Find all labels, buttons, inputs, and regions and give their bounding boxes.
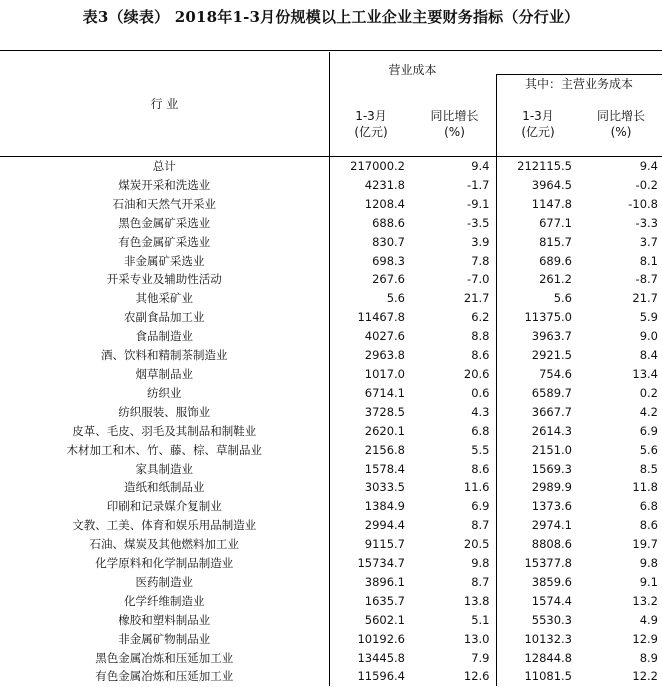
main-cost-cell: 2614.3: [496, 422, 580, 441]
data-table-body: [0, 157, 662, 686]
cost-yoy-cell: 8.6: [471, 461, 490, 476]
cost-cell: 4231.8: [329, 176, 413, 195]
cost-yoy-cell: -3.5: [467, 215, 490, 230]
industry-cell: 有色金属冶炼和压延加工业: [95, 669, 234, 684]
header-col-yoy: [413, 108, 496, 140]
cost-cell: 11467.8: [329, 308, 413, 327]
industry-cell: 化学原料和化学制品制造业: [95, 556, 234, 571]
cost-yoy-cell: 8.8: [471, 329, 490, 344]
main-yoy-cell: 8.1: [639, 253, 658, 268]
main-cost-cell: 815.7: [496, 233, 580, 252]
industry-cell: 医药制造业: [135, 574, 193, 589]
table-row: [0, 214, 662, 233]
cost-yoy-cell: 13.0: [463, 631, 490, 646]
main-yoy-cell: -0.2: [635, 177, 658, 192]
industry-cell: 黑色金属矿采选业: [118, 215, 211, 230]
cost-yoy-cell: 0.6: [471, 385, 490, 400]
main-yoy-cell: 5.9: [639, 310, 658, 325]
main-cost-cell: 212115.5: [496, 157, 580, 176]
main-yoy-cell: 8.9: [639, 650, 658, 665]
main-yoy-cell: 12.9: [632, 631, 658, 646]
table-row: [0, 422, 662, 441]
data-table: [0, 157, 662, 686]
main-yoy-cell: 8.4: [639, 348, 658, 363]
cost-yoy-cell: 21.7: [463, 291, 490, 306]
header-col-period: 1-3月: [355, 109, 387, 123]
cost-cell: 13445.8: [329, 649, 413, 668]
industry-cell: 烟草制品业: [135, 366, 193, 381]
industry-cell: 文教、工美、体育和娱乐用品制造业: [72, 518, 257, 533]
cost-yoy-cell: 12.6: [463, 669, 490, 684]
cost-cell: 1208.4: [329, 195, 413, 214]
cost-cell: 5.6: [329, 289, 413, 308]
main-yoy-cell: 13.4: [632, 366, 658, 381]
cost-cell: 1384.9: [329, 497, 413, 516]
industry-cell: 非金属矿采选业: [124, 253, 205, 268]
cost-yoy-cell: 6.2: [471, 310, 490, 325]
header-col-yoy-main: [580, 108, 662, 140]
main-yoy-cell: 11.8: [632, 480, 658, 495]
header-main-business-cost: 其中：主营业务成本: [524, 77, 633, 91]
cost-yoy-cell: 6.8: [471, 423, 490, 438]
main-cost-cell: 11375.0: [496, 308, 580, 327]
main-cost-cell: 10132.3: [496, 630, 580, 649]
table-row: [0, 667, 662, 686]
header-col-yoy-label: 同比增长: [430, 109, 479, 123]
cost-cell: 1578.4: [329, 460, 413, 479]
industry-cell: 开采专业及辅助性活动: [106, 272, 222, 287]
industry-cell: 皮革、毛皮、羽毛及其制品和制鞋业: [72, 423, 257, 438]
table-row: [0, 308, 662, 327]
cost-yoy-cell: 6.9: [471, 499, 490, 514]
main-yoy-cell: 12.2: [632, 669, 658, 684]
main-cost-cell: 5.6: [496, 289, 580, 308]
header-col-yoy-label: 同比增长: [596, 109, 645, 123]
table-row: [0, 441, 662, 460]
industry-cell: 非金属矿物制品业: [118, 631, 211, 646]
cost-cell: 2963.8: [329, 346, 413, 365]
cost-cell: 698.3: [329, 252, 413, 271]
main-yoy-cell: 4.2: [639, 404, 658, 419]
cost-yoy-cell: 5.1: [471, 612, 490, 627]
table-row: [0, 327, 662, 346]
cost-yoy-cell: 7.9: [471, 650, 490, 665]
header-col-unit: (%): [444, 125, 465, 139]
table-row: [0, 195, 662, 214]
table-row: [0, 346, 662, 365]
main-yoy-cell: 3.7: [639, 234, 658, 249]
table-title: 表3（续表） 2018年1-3月份规模以上工业企业主要财务指标（分行业）: [82, 8, 580, 26]
industry-cell: 有色金属矿采选业: [118, 234, 211, 249]
cost-yoy-cell: 8.7: [471, 518, 490, 533]
main-yoy-cell: 9.8: [639, 556, 658, 571]
cost-cell: 10192.6: [329, 630, 413, 649]
cost-cell: 830.7: [329, 233, 413, 252]
cost-yoy-cell: 7.8: [471, 253, 490, 268]
header-col-unit: (亿元): [354, 125, 388, 139]
main-yoy-cell: -10.8: [628, 196, 658, 211]
main-cost-cell: 5530.3: [496, 611, 580, 630]
cost-yoy-cell: 9.4: [471, 159, 490, 173]
header-col-unit: (亿元): [521, 125, 555, 139]
main-cost-cell: 3963.7: [496, 327, 580, 346]
cost-yoy-cell: -7.0: [467, 272, 490, 287]
main-cost-cell: 15377.8: [496, 554, 580, 573]
cost-cell: 6714.1: [329, 384, 413, 403]
cost-cell: 2620.1: [329, 422, 413, 441]
cost-cell: 688.6: [329, 214, 413, 233]
table-row: [0, 649, 662, 668]
table-row: [0, 270, 662, 289]
cost-cell: 5602.1: [329, 611, 413, 630]
main-cost-cell: 11081.5: [496, 667, 580, 686]
main-cost-cell: 261.2: [496, 270, 580, 289]
table-row: [0, 365, 662, 384]
cost-yoy-cell: 8.6: [471, 348, 490, 363]
table-row: [0, 630, 662, 649]
industry-cell: 农副食品加工业: [124, 310, 205, 325]
table-row: [0, 535, 662, 554]
industry-cell: 纺织业: [147, 385, 182, 400]
cost-yoy-cell: 20.6: [463, 366, 490, 381]
industry-cell: 石油和天然气开采业: [112, 196, 216, 211]
industry-cell: 总计: [152, 159, 176, 173]
main-cost-cell: 3667.7: [496, 403, 580, 422]
table-row: [0, 497, 662, 516]
main-yoy-cell: 6.8: [639, 499, 658, 514]
industry-cell: 家具制造业: [135, 461, 193, 476]
main-cost-cell: 1373.6: [496, 497, 580, 516]
industry-cell: 黑色金属冶炼和压延加工业: [95, 650, 234, 665]
main-yoy-cell: 6.9: [639, 423, 658, 438]
cost-yoy-cell: 20.5: [463, 537, 490, 552]
main-cost-cell: 8808.6: [496, 535, 580, 554]
industry-cell: 煤炭开采和洗选业: [118, 177, 211, 192]
main-cost-cell: 689.6: [496, 252, 580, 271]
industry-cell: 石油、煤炭及其他燃料加工业: [89, 537, 239, 552]
table-row: [0, 403, 662, 422]
main-cost-cell: 12844.8: [496, 649, 580, 668]
header-col-period: 1-3月: [522, 109, 554, 123]
main-yoy-cell: 19.7: [632, 537, 658, 552]
main-cost-cell: 1574.4: [496, 592, 580, 611]
cost-yoy-cell: 11.6: [463, 480, 490, 495]
cost-yoy-cell: 9.8: [471, 556, 490, 571]
industry-cell: 其他采矿业: [135, 291, 193, 306]
table-row: [0, 233, 662, 252]
main-cost-cell: 2921.5: [496, 346, 580, 365]
cost-cell: 2994.4: [329, 516, 413, 535]
industry-cell: 造纸和纸制品业: [124, 480, 205, 495]
table-row: [0, 611, 662, 630]
industry-cell: 木材加工和木、竹、藤、棕、草制品业: [66, 442, 262, 457]
table-row: [0, 384, 662, 403]
main-yoy-cell: -8.7: [635, 272, 658, 287]
cost-cell: 15734.7: [329, 554, 413, 573]
header-col-jan-mar: [329, 108, 413, 140]
industry-cell: 纺织服装、服饰业: [118, 404, 211, 419]
main-cost-cell: 1147.8: [496, 195, 580, 214]
main-cost-cell: 2989.9: [496, 478, 580, 497]
cost-cell: 267.6: [329, 270, 413, 289]
industry-cell: 酒、饮料和精制茶制造业: [101, 348, 228, 363]
main-yoy-cell: 0.2: [639, 385, 658, 400]
main-yoy-cell: 13.2: [632, 593, 658, 608]
header-col-jan-mar-main: [496, 108, 580, 140]
main-yoy-cell: 9.1: [639, 574, 658, 589]
cost-yoy-cell: 4.3: [471, 404, 490, 419]
table-row: [0, 252, 662, 271]
main-yoy-cell: 4.9: [639, 612, 658, 627]
cost-cell: 1017.0: [329, 365, 413, 384]
main-yoy-cell: 5.6: [639, 442, 658, 457]
main-yoy-cell: -3.3: [635, 215, 658, 230]
table-header: [0, 52, 662, 156]
industry-cell: 印刷和记录媒介复制业: [106, 499, 222, 514]
cost-cell: 3728.5: [329, 403, 413, 422]
cost-yoy-cell: 13.8: [463, 593, 490, 608]
main-cost-cell: 3964.5: [496, 176, 580, 195]
industry-cell: 食品制造业: [135, 329, 193, 344]
cost-yoy-cell: 3.9: [471, 234, 490, 249]
table-row: [0, 460, 662, 479]
table-row: [0, 478, 662, 497]
cost-cell: 3896.1: [329, 573, 413, 592]
header-revenue-cost: 营业成本: [388, 63, 437, 77]
industry-cell: 化学纤维制造业: [124, 593, 205, 608]
cost-cell: 2156.8: [329, 441, 413, 460]
cost-yoy-cell: -9.1: [467, 196, 490, 211]
main-cost-cell: 2151.0: [496, 441, 580, 460]
main-cost-cell: 2974.1: [496, 516, 580, 535]
cost-cell: 3033.5: [329, 478, 413, 497]
cost-cell: 4027.6: [329, 327, 413, 346]
cost-cell: 11596.4: [329, 667, 413, 686]
table-row: [0, 157, 662, 176]
cost-yoy-cell: -1.7: [467, 177, 490, 192]
main-cost-cell: 754.6: [496, 365, 580, 384]
cost-yoy-cell: 5.5: [471, 442, 490, 457]
table-row: [0, 573, 662, 592]
main-cost-cell: 677.1: [496, 214, 580, 233]
main-yoy-cell: 8.6: [639, 518, 658, 533]
table-row: [0, 289, 662, 308]
main-yoy-cell: 9.0: [639, 329, 658, 344]
cost-cell: 1635.7: [329, 592, 413, 611]
table-row: [0, 554, 662, 573]
main-yoy-cell: 21.7: [632, 291, 658, 306]
main-cost-cell: 1569.3: [496, 460, 580, 479]
header-industry: 行 业: [150, 97, 179, 111]
cost-yoy-cell: 8.7: [471, 574, 490, 589]
table-row: [0, 592, 662, 611]
main-yoy-cell: 9.4: [639, 159, 658, 173]
cost-cell: 9115.7: [329, 535, 413, 554]
table-row: [0, 176, 662, 195]
main-yoy-cell: 8.5: [639, 461, 658, 476]
header-subrule: [496, 74, 662, 75]
top-rule: [0, 50, 662, 51]
cost-cell: 217000.2: [329, 157, 413, 176]
main-cost-cell: 3859.6: [496, 573, 580, 592]
main-cost-cell: 6589.7: [496, 384, 580, 403]
header-col-unit: (%): [610, 125, 632, 139]
table-row: [0, 516, 662, 535]
industry-cell: 橡胶和塑料制品业: [118, 612, 211, 627]
